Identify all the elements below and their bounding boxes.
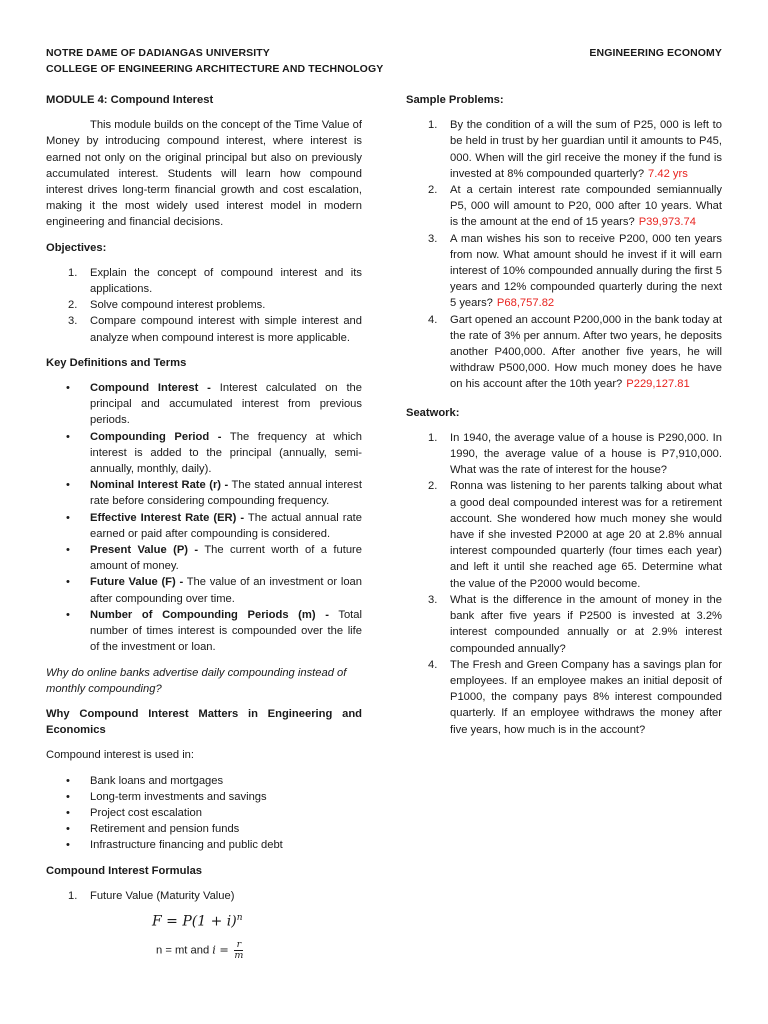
definition-item: • Future Value (F) - The value of an investment or loan after compounding over time. xyxy=(66,576,362,605)
definition-item: • Nominal Interest Rate (r) - The stated annual interest rate before considering compounding frequency. xyxy=(66,479,362,508)
seatwork-item: 4. The Fresh and Green Company has a savings plan for employees. If an employee makes an initial deposit of P1000, the company pays 8% interest compounded quarterly. If an employee withdraws the money after five years, how much is in the account? xyxy=(428,658,722,736)
left-column xyxy=(46,92,362,961)
discussion-question: Why do online banks advertise daily compounding instead of monthly compounding? xyxy=(46,666,347,695)
sample-heading: Sample Problems: xyxy=(406,94,504,106)
future-value-formula: $F = P(1 + i)^n$ xyxy=(152,912,243,930)
list-item: • Retirement and pension funds xyxy=(66,823,240,836)
seatwork-list xyxy=(406,430,722,738)
definitions-heading: Key Definitions and Terms xyxy=(46,356,187,369)
answer-label: P39,973.74 xyxy=(638,216,696,229)
seatwork-item: 3. What is the difference in the amount of money in the bank after five years if P2500 is invested at 3.2% interest compounded annually or at 2.9% interest compounded annually? xyxy=(428,593,722,655)
definition-item: • Effective Interest Rate (ER) - The actual annual rate earned or paid after compounding is considered. xyxy=(66,511,362,540)
sample-problem: 2. At a certain interest rate compounded semiannually P5, 000 will amount to P20, 000 after 10 years. What is the amount at the end of 15 years? P39,973.74 xyxy=(428,184,722,229)
list-item: 2. Solve compound interest problems. xyxy=(68,299,266,312)
objectives-heading: Objectives: xyxy=(46,241,107,254)
list-item: • Bank loans and mortgages xyxy=(66,774,224,787)
module-intro: This module builds on the concept of the Time Value of Money by introducing compound interest, where interest is earned not only on the original principal but also on previously accumulated interest. Students will learn how compound interest drives long-term financial growth and cost escalation, making it the most widely used interest model in modern engineering and financial decisions. xyxy=(46,119,362,229)
seatwork-item: 1. In 1940, the average value of a house is P290,000. In 1990, the average value of a house is P7,910,000. What was the rate of interest for the house? xyxy=(428,431,722,477)
formulas-list xyxy=(46,888,362,904)
definition-item: • Present Value (P) - The current worth of a future amount of money. xyxy=(66,544,363,573)
seatwork-heading: Seatwork: xyxy=(406,406,460,419)
why-heading: Why Compound Interest Matters in Engineering and Economics xyxy=(46,707,362,737)
list-item: 3. Compare compound interest with simple interest and analyze when compound interest is more applicable. xyxy=(68,315,362,344)
definitions-list xyxy=(46,380,362,655)
sample-problem: 1. By the condition of a will the sum of P25, 000 is left to be held in trust by her guardian until it amounts to P45, 000. When will the girl receive the money if the fund is invested at 8% compounded quarterly? 7.42 yrs xyxy=(428,119,722,180)
sample-problem: 4. Gart opened an account P200,000 in the bank today at the rate of 3% per annum. After two years, he deposits another P400,000. After another five years, he will withdraw P500,000. How much money does he have on his account after the 10th year? P229,127.81 xyxy=(428,313,722,391)
university-name: NOTRE DAME OF DADIANGAS UNIVERSITY xyxy=(46,47,270,59)
answer-label: P229,127.81 xyxy=(626,378,690,391)
list-item: • Long-term investments and savings xyxy=(66,790,267,803)
seatwork-item: 2. Ronna was listening to her parents talking about what a good deal compounded interest was for a retirement account. She wondered how much money she would have if she invested P2000 at age 20 at 2.8% annual interest compounded quarterly (four times each year) and left it until she reached age 65. Determine what the value of the P2000 would become. xyxy=(428,480,722,590)
why-lead: Compound interest is used in: xyxy=(46,749,195,762)
right-column xyxy=(406,92,722,747)
objectives-list xyxy=(46,265,362,346)
sample-problem: 3. A man wishes his son to receive P200, 000 ten years from now. What amount should he invest if it will earn interest of 10% compounded annually during the first 5 years and 12% compounded quarterly during the next 5 years? P68,757.82 xyxy=(428,232,722,310)
page-header-left xyxy=(46,45,383,77)
module-title: MODULE 4: Compound Interest xyxy=(46,94,214,106)
definition-item: • Number of Compounding Periods (m) - Total number of times interest is compounded over the life of the investment or loan. xyxy=(66,608,362,654)
uses-list xyxy=(46,773,362,854)
list-item: 1. Explain the concept of compound interest and its applications. xyxy=(68,266,362,296)
college-name: COLLEGE OF ENGINEERING ARCHITECTURE AND TECHNOLOGY xyxy=(46,63,384,75)
period-formula: n = mt and i = $\frac{r}{m}$ xyxy=(156,938,244,961)
answer-label: 7.42 yrs xyxy=(648,167,688,180)
list-item: • Infrastructure financing and public debt xyxy=(66,839,283,852)
subject-title: ENGINEERING ECONOMY xyxy=(589,47,722,59)
sample-problems-list xyxy=(406,117,722,392)
definition-item: • Compounding Period - The frequency at which interest is added to the principal (annually, semi-annually, monthly, daily). xyxy=(66,430,362,476)
answer-label: P68,757.82 xyxy=(496,297,555,310)
list-item: 1. Future Value (Maturity Value) xyxy=(68,889,235,902)
formulas-heading: Compound Interest Formulas xyxy=(46,864,203,877)
definition-item: • Compound Interest - Interest calculated on the principal and accumulated interest from previous periods. xyxy=(66,382,362,427)
rate-fraction: $\frac{r}{m}$ xyxy=(234,938,244,961)
list-item: • Project cost escalation xyxy=(66,806,202,819)
